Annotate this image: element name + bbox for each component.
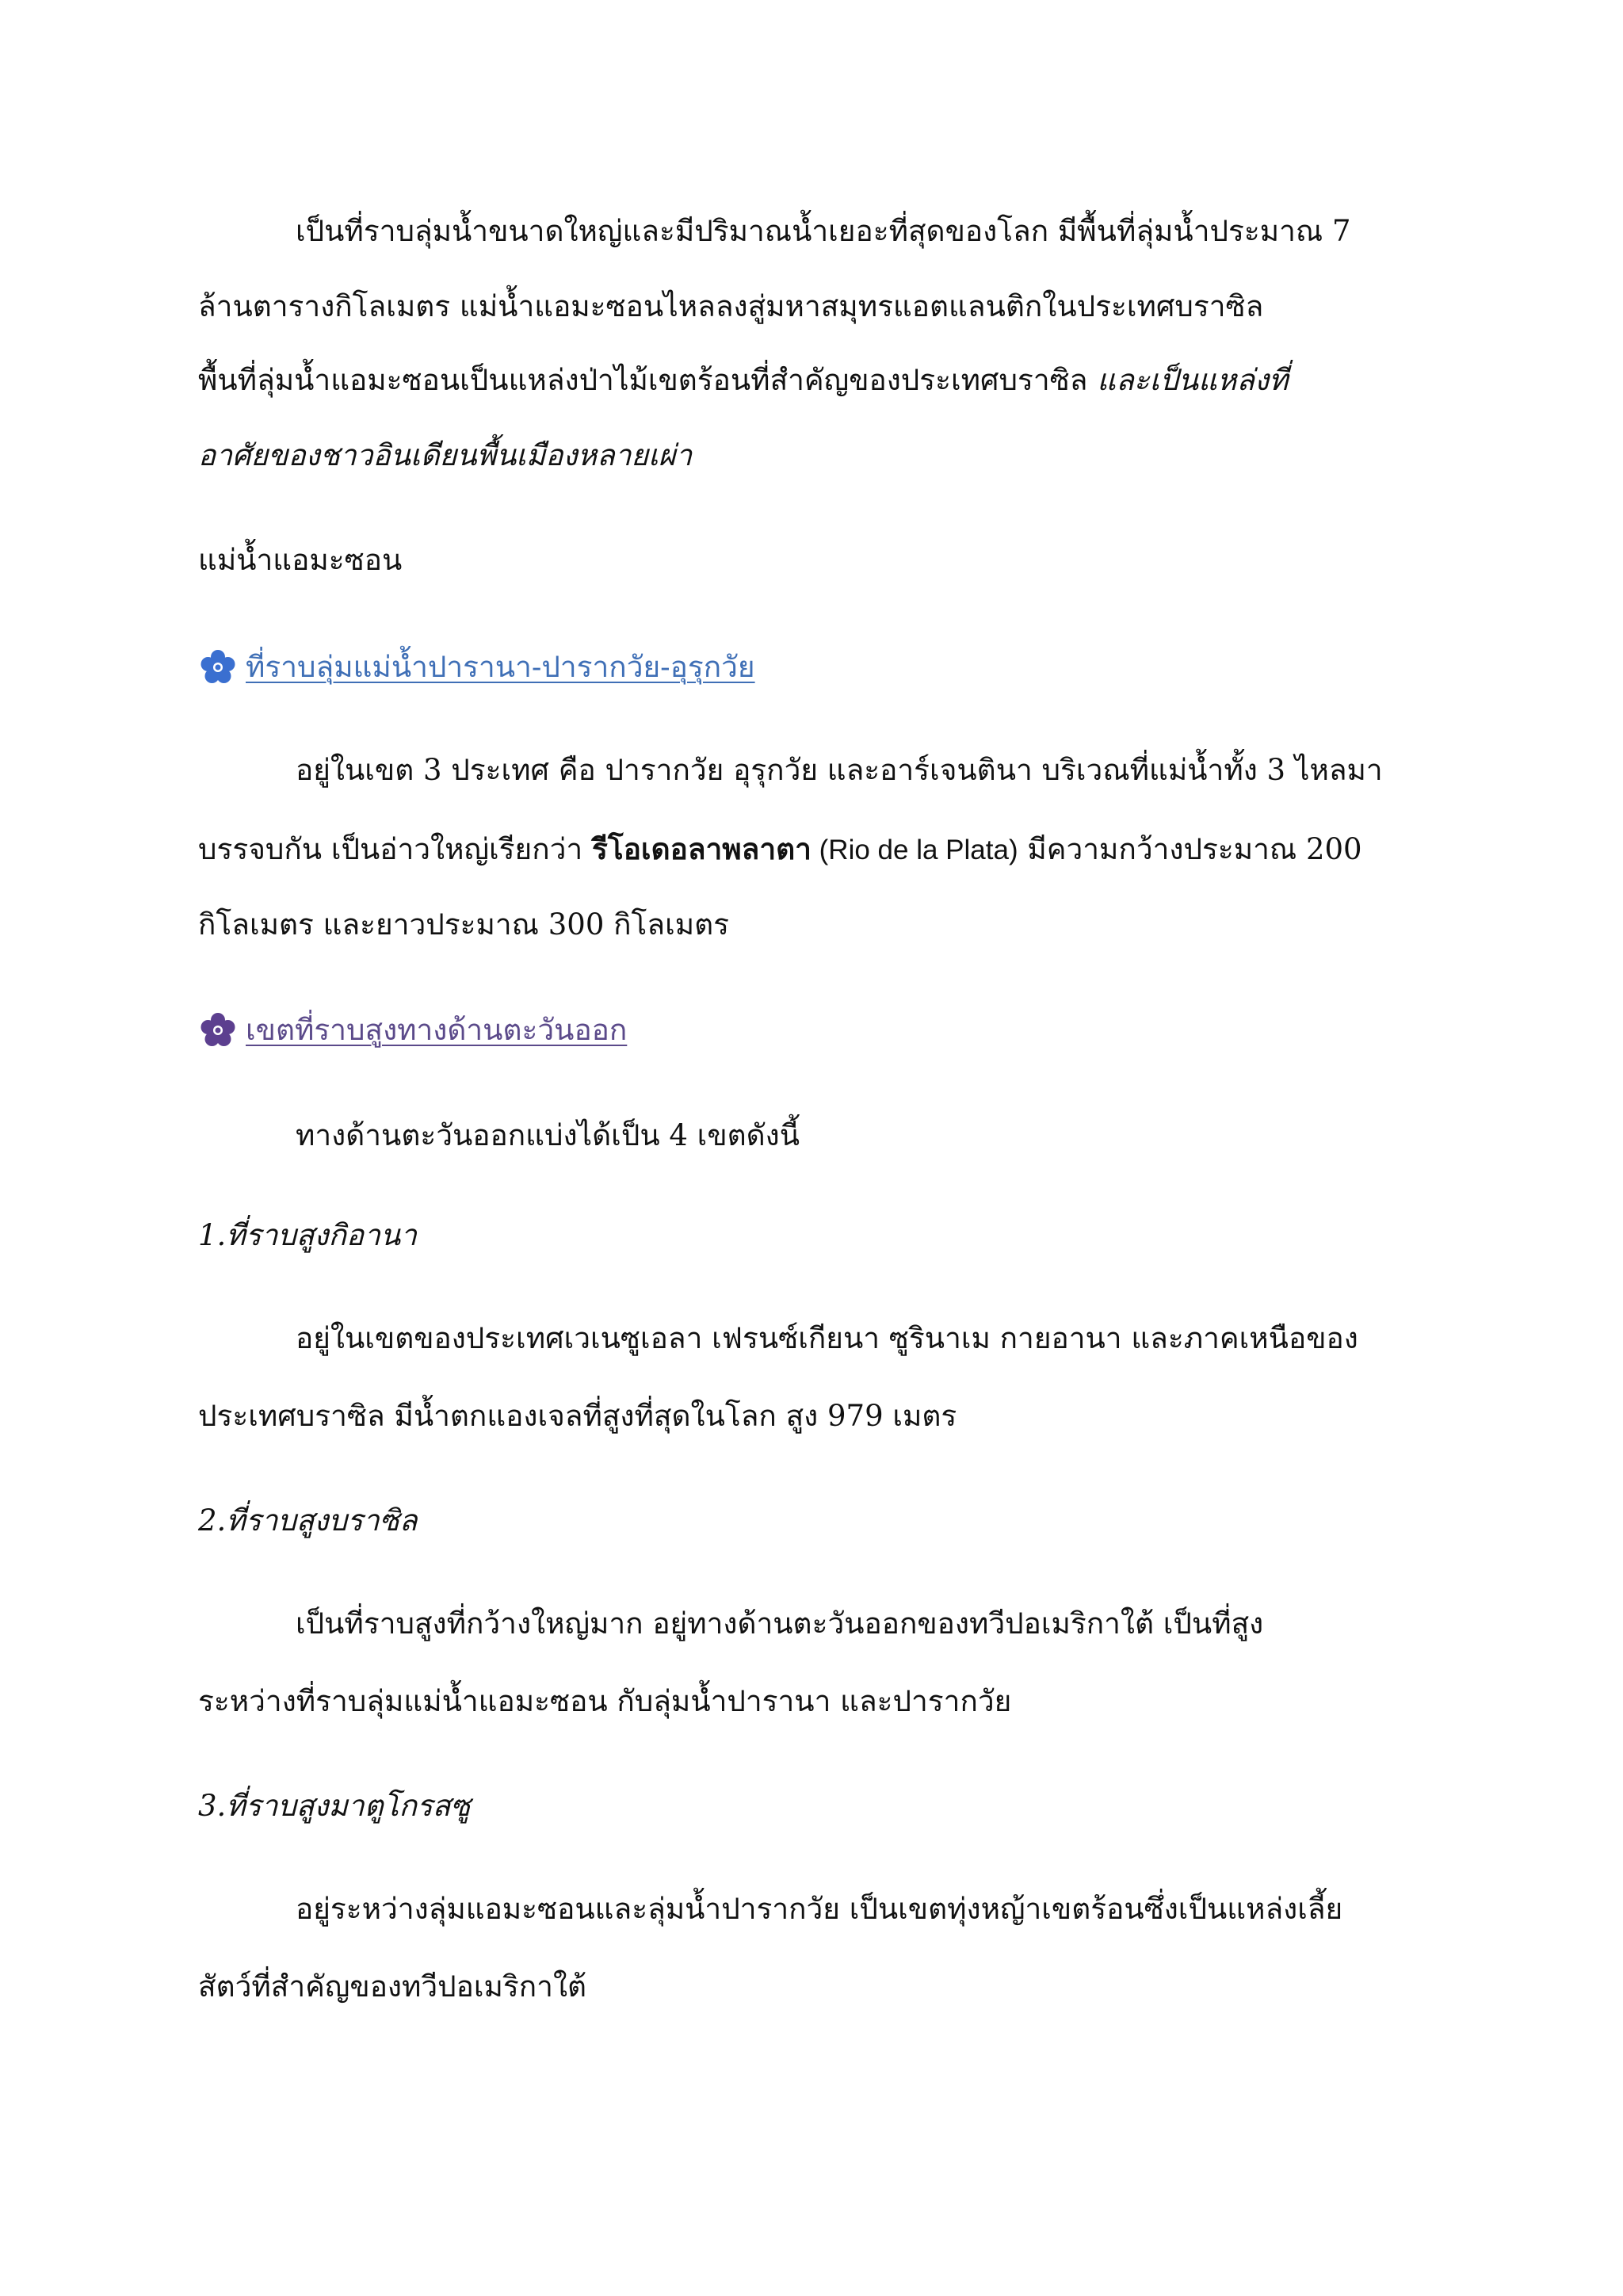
section-3-line-1: อยู่ระหว่างลุ่มแอมะซอนและลุ่มน้ำปารากวัย เป็นเขตทุ่งหญ้าเขตร้อนซึ่งเป็นแหล่งเลี้ย — [296, 1892, 1343, 1926]
link-eastern-highlands[interactable]: เขตที่ราบสูงทางด้านตะวันออก — [246, 1013, 628, 1047]
paragraph-1-line-3-normal: พื้นที่ลุ่มน้ำแอมะซอนเป็นแหล่งป่าไม้เขตร้อนที่สำคัญของประเทศบราซิล — [198, 363, 1098, 397]
paragraph-1-line-3-italic: และเป็นแหล่งที่ — [1097, 363, 1289, 397]
section-1-line-1: อยู่ในเขตของประเทศเวเนซูเอลา เฟรนซ์เกียนา ซูรินาเม กายอานา และภาคเหนือของ — [296, 1321, 1358, 1355]
paragraph-1-line-2: ล้านตารางกิโลเมตร แม่น้ำแอมะซอนไหลลงสู่มหาสมุทรแอตแลนติกในประเทศบราซิล — [198, 289, 1264, 323]
paragraph-2-line-1: อยู่ในเขต 3 ประเทศ คือ ปารากวัย อุรุกวัย และอาร์เจนตินา บริเวณที่แม่น้ำทั้ง 3 ไหลมา — [296, 753, 1383, 787]
paragraph-1-line-1: เป็นที่ราบลุ่มน้ำขนาดใหญ่และมีปริมาณน้ำเยอะที่สุดของโลก มีพื้นที่ลุ่มน้ำประมาณ 7 — [296, 214, 1351, 248]
section-2-line-1: เป็นที่ราบสูงที่กว้างใหญ่มาก อยู่ทางด้านตะวันออกของทวีปอเมริกาใต้ เป็นที่สูง — [296, 1606, 1264, 1641]
paragraph-2-line-3: กิโลเมตร และยาวประมาณ 300 กิโลเมตร — [198, 907, 730, 942]
flower-icon — [200, 1012, 236, 1049]
flower-icon — [200, 649, 236, 686]
intro-east: ทางด้านตะวันออกแบ่งได้เป็น 4 เขตดังนี้ — [296, 1118, 800, 1152]
rio-de-la-plata-latin: (Rio de la Plata) — [811, 835, 1018, 865]
caption-amazon: แม่น้ำแอมะซอน — [198, 543, 403, 577]
section-2-line-2: ระหว่างที่ราบลุ่มแม่น้ำแอมะซอน กับลุ่มน้ำปารานา และปารากวัย — [198, 1684, 1012, 1718]
paragraph-1-line-4: อาศัยของชาวอินเดียนพื้นเมืองหลายเผ่า — [198, 438, 693, 472]
rio-de-la-plata-thai: รีโอเดอลาพลาตา — [591, 831, 812, 866]
heading-parana-basin — [200, 647, 755, 688]
paragraph-2-line-2-pre: บรรจบกัน เป็นอ่าวใหญ่เรียกว่า — [198, 832, 592, 866]
heading-eastern-highlands — [200, 1010, 627, 1051]
link-parana-basin[interactable]: ที่ราบลุ่มแม่น้ำปารานา-ปารากวัย-อุรุกวัย — [246, 650, 755, 684]
paragraph-2-line-2-post: มีความกว้างประมาณ 200 — [1018, 832, 1362, 866]
section-3-line-2: สัตว์ที่สำคัญของทวีปอเมริกาใต้ — [198, 1969, 587, 2004]
section-3-title: 3.ที่ราบสูงมาตูโกรสซู — [198, 1789, 471, 1823]
section-1-line-2: ประเทศบราซิล มีน้ำตกแองเจลที่สูงที่สุดในโลก สูง 979 เมตร — [198, 1399, 957, 1433]
paragraph-2-line-2 — [198, 828, 1362, 871]
section-1-title: 1.ที่ราบสูงกิอานา — [198, 1218, 417, 1252]
paragraph-1-line-3 — [198, 360, 1288, 401]
section-2-title: 2.ที่ราบสูงบราซิล — [198, 1503, 418, 1538]
